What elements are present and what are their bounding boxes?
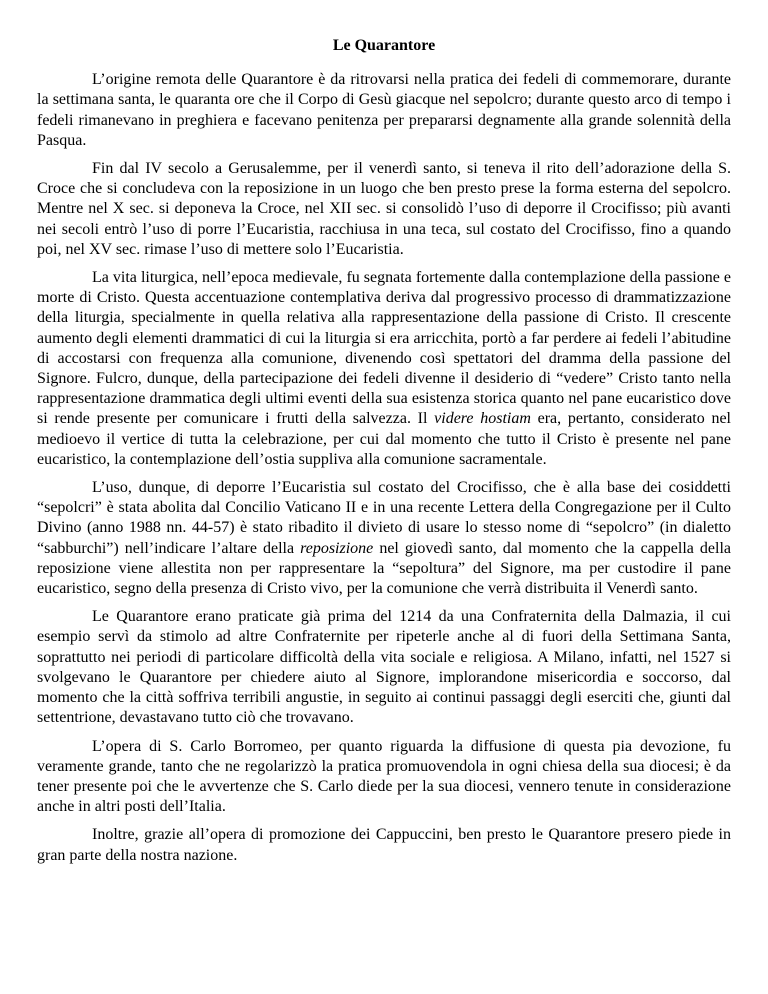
paragraph-text: era, pertanto, considerato nel medioevo il vertice di tutta la celebrazione, per cui dal momento che tutto il Cristo è presente nel pane eucaristico, la contemplazione dell’ostia suppliva alla comunione sacramentale. bbox=[37, 410, 731, 468]
italic-phrase: videre hostiam bbox=[434, 410, 531, 428]
paragraph-2 bbox=[37, 159, 731, 260]
paragraph-4 bbox=[37, 478, 731, 599]
paragraph-text: L’opera di S. Carlo Borromeo, per quanto riguarda la diffusione di questa pia devozione, fu veramente grande, tanto che ne regolarizzò la pratica promuovendola in ogni chiesa della sua diocesi; è da tener presente poi che le avvertenze che S. Carlo diede per la sua diocesi, vennero tenute in considerazione anche in altri posti dell’Italia. bbox=[37, 737, 731, 816]
paragraph-text: Le Quarantore erano praticate già prima del 1214 da una Confraternita della Dalmazia, il cui esempio servì da stimolo ad altre Confraternite per ripeterle anche al di fuori della Settimana Santa, soprattutto nei periodi di particolare difficoltà della vita sociale e religiosa. A Milano, infatti, nel 1527 si svolgevano le Quarantore per chiedere aiuto al Signore, implorandone misericordia e soccorso, dal momento che la città soffriva terribili angustie, in seguito ai continui passaggi degli eserciti che, giunti dal settentrione, devastavano tutto ciò che trovavano. bbox=[37, 608, 731, 727]
paragraph-5 bbox=[37, 607, 731, 728]
paragraph-6 bbox=[37, 737, 731, 818]
paragraph-text: La vita liturgica, nell’epoca medievale, fu segnata fortemente dalla contemplazione della passione e morte di Cristo. Questa accentuazione contemplativa deriva dal progressivo processo di drammatizzazione della liturgia, specialmente in quella relativa alla rappresentazione della passione di Cristo. Il crescente aumento degli elementi drammatici di cui la liturgia si era arricchita, portò a far perdere ai fedeli l’abitudine di accostarsi con frequenza alla comunione, divenendo così spettatori del dramma della passione del Signore. Fulcro, dunque, della partecipazione dei fedeli divenne il desiderio di “vedere” Cristo tanto nella rappresentazione drammatica degli ultimi eventi della sua esistenza storica quanto nel pane eucaristico dove si rende presente per comunicare i frutti della salvezza. Il bbox=[37, 269, 731, 428]
paragraph-text: Fin dal IV secolo a Gerusalemme, per il venerdì santo, si teneva il rito dell’adorazione della S. Croce che si concludeva con la reposizione in un luogo che ben presto prese la forma esterna del sepolcro. Mentre nel X sec. si deponeva la Croce, nel XII sec. si consolidò l’uso di deporre il Crocifisso; più avanti nei secoli entrò l’uso di porre l’Eucaristia, racchiusa in una teca, sul costato del Crocifisso, fino a quando poi, nel XV sec. rimase l’uso di mettere solo l’Eucaristia. bbox=[37, 160, 731, 258]
paragraph-1 bbox=[37, 70, 731, 151]
paragraph-text: L’origine remota delle Quarantore è da ritrovarsi nella pratica dei fedeli di commemorare, durante la settimana santa, le quaranta ore che il Corpo di Gesù giacque nel sepolcro; durante questo arco di tempo i fedeli rimanevano in preghiera e facevano penitenza per prepararsi degnamente alla grande solennità della Pasqua. bbox=[37, 71, 731, 149]
paragraph-3 bbox=[37, 268, 731, 470]
paragraph-text: L’uso, dunque, di deporre l’Eucaristia sul costato del Crocifisso, che è alla base dei cosiddetti “sepolcri” è stata abolita dal Concilio Vaticano II e in una recente Lettera della Congregazione per il Culto Divino (anno 1988 nn. 44-57) è stato ribadito il divieto di usare lo stesso nome di “sepolcro” (in dialetto “sabburchi”) nell’indicare l’altare della bbox=[37, 479, 731, 557]
paragraph-7 bbox=[37, 825, 731, 865]
document-title: Le Quarantore bbox=[332, 37, 436, 54]
paragraph-text: Inoltre, grazie all’opera di promozione dei Cappuccini, ben presto le Quarantore presero piede in gran parte della nostra nazione. bbox=[37, 826, 731, 864]
paragraph-text: nel giovedì santo, dal momento che la cappella della reposizione viene allestita non per rappresentare la “sepoltura” del Signore, ma per custodire il pane eucaristico, segno della presenza di Cristo vivo, per la comunione che verrà distribuita il Venerdì santo. bbox=[37, 539, 731, 598]
italic-phrase: reposizione bbox=[300, 539, 374, 557]
